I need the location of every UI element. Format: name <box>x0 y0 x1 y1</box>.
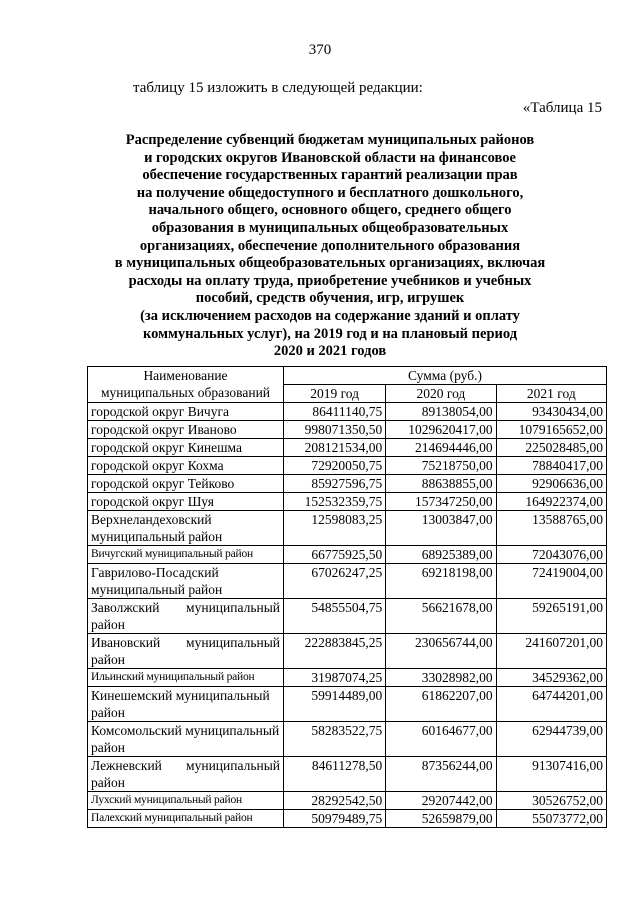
value-2021: 13588765,00 <box>496 511 606 546</box>
header-year-2019: 2019 год <box>284 385 386 403</box>
value-2020: 75218750,00 <box>386 457 496 475</box>
header-year-2020: 2020 год <box>386 385 496 403</box>
value-2021: 72419004,00 <box>496 564 606 599</box>
value-2019: 86411140,75 <box>284 403 386 421</box>
value-2020: 88638855,00 <box>386 475 496 493</box>
table-title <box>60 132 600 361</box>
value-2019: 66775925,50 <box>284 546 386 564</box>
value-2019: 28292542,50 <box>284 792 386 810</box>
table-row <box>88 475 607 493</box>
header-year-2021: 2021 год <box>496 385 606 403</box>
value-2021: 164922374,00 <box>496 493 606 511</box>
value-2021: 34529362,00 <box>496 669 606 687</box>
value-2019: 59914489,00 <box>284 687 386 722</box>
value-2020: 69218198,00 <box>386 564 496 599</box>
value-2021: 91307416,00 <box>496 757 606 792</box>
row-name: городской округ Кохма <box>88 457 284 475</box>
value-2019: 67026247,25 <box>284 564 386 599</box>
row-name: городской округ Вичуга <box>88 403 284 421</box>
value-2021: 241607201,00 <box>496 634 606 669</box>
title-line: обеспечение государственных гарантий реализации прав <box>142 167 518 184</box>
row-name: городской округ Тейково <box>88 475 284 493</box>
row-name: городской округ Кинешма <box>88 439 284 457</box>
row-name <box>88 599 284 634</box>
value-2021: 225028485,00 <box>496 439 606 457</box>
table-row <box>88 687 607 722</box>
table-row <box>88 457 607 475</box>
table-row <box>88 546 607 564</box>
table-row <box>88 634 607 669</box>
value-2021: 1079165652,00 <box>496 421 606 439</box>
value-2019: 31987074,25 <box>284 669 386 687</box>
value-2020: 33028982,00 <box>386 669 496 687</box>
value-2019: 84611278,50 <box>284 757 386 792</box>
value-2020: 56621678,00 <box>386 599 496 634</box>
table-row <box>88 792 607 810</box>
value-2019: 50979489,75 <box>284 810 386 828</box>
header-name-line1: Наименование <box>143 368 228 383</box>
table-row <box>88 564 607 599</box>
value-2021: 55073772,00 <box>496 810 606 828</box>
value-2020: 13003847,00 <box>386 511 496 546</box>
title-line: на получение общедоступного и бесплатного дошкольного, <box>136 184 524 201</box>
row-name-line2: район <box>91 652 125 667</box>
row-name: Лухский муниципальный район <box>88 792 284 810</box>
title-line: образования в муниципальных общеобразовательных <box>151 219 509 236</box>
value-2020: 157347250,00 <box>386 493 496 511</box>
row-name-line1: Заволжский муниципальный <box>91 600 280 615</box>
value-2021: 62944739,00 <box>496 722 606 757</box>
value-2021: 78840417,00 <box>496 457 606 475</box>
table-row <box>88 511 607 546</box>
value-2020: 230656744,00 <box>386 634 496 669</box>
row-name: Ильинский муниципальный район <box>88 669 284 687</box>
title-line: коммунальных услуг), на 2019 год и на плановый период <box>142 325 518 342</box>
row-name: Верхнеландеховский муниципальный район <box>88 511 284 546</box>
value-2020: 61862207,00 <box>386 687 496 722</box>
table-reference: «Таблица 15 <box>522 100 602 116</box>
subsidy-table <box>87 366 607 828</box>
title-line: 2020 и 2021 годов <box>273 343 387 360</box>
value-2020: 87356244,00 <box>386 757 496 792</box>
page-number: 370 <box>308 42 332 58</box>
header-name-cell <box>88 367 284 403</box>
row-name-line2: район <box>91 617 125 632</box>
value-2019: 152532359,75 <box>284 493 386 511</box>
table-row <box>88 421 607 439</box>
row-name: Палехский муниципальный район <box>88 810 284 828</box>
table-row <box>88 493 607 511</box>
value-2019: 85927596,75 <box>284 475 386 493</box>
title-line: начального общего, основного общего, среднего общего <box>148 202 512 219</box>
table-row <box>88 810 607 828</box>
row-name-line1: Лежневский муниципальный <box>91 758 280 773</box>
value-2020: 1029620417,00 <box>386 421 496 439</box>
value-2021: 72043076,00 <box>496 546 606 564</box>
table-row <box>88 599 607 634</box>
row-name-line1: Ивановский муниципальный <box>91 635 280 650</box>
value-2021: 92906636,00 <box>496 475 606 493</box>
value-2020: 214694446,00 <box>386 439 496 457</box>
title-line: и городских округов Ивановской области на финансовое <box>144 149 516 166</box>
table-row <box>88 403 607 421</box>
row-name <box>88 757 284 792</box>
value-2020: 29207442,00 <box>386 792 496 810</box>
header-name-line2: муниципальных образований <box>100 385 271 400</box>
value-2019: 72920050,75 <box>284 457 386 475</box>
header-sum: Сумма (руб.) <box>284 367 607 385</box>
row-name: Вичугский муниципальный район <box>88 546 284 564</box>
row-name: городской округ Шуя <box>88 493 284 511</box>
value-2019: 12598083,25 <box>284 511 386 546</box>
value-2020: 68925389,00 <box>386 546 496 564</box>
value-2021: 93430434,00 <box>496 403 606 421</box>
value-2020: 89138054,00 <box>386 403 496 421</box>
value-2021: 30526752,00 <box>496 792 606 810</box>
table-row <box>88 722 607 757</box>
value-2019: 54855504,75 <box>284 599 386 634</box>
title-line: пособий, средств обучения, игр, игрушек <box>195 290 465 307</box>
table-header-row <box>88 367 607 385</box>
row-name: Комсомольский муниципальный район <box>88 722 284 757</box>
row-name-line2: район <box>91 775 125 790</box>
row-name: Кинешемский муниципальный район <box>88 687 284 722</box>
table-row <box>88 757 607 792</box>
title-line: Распределение субвенций бюджетам муниципальных районов <box>125 132 535 148</box>
title-line: (за исключением расходов на содержание зданий и оплату <box>140 307 520 324</box>
value-2021: 64744201,00 <box>496 687 606 722</box>
row-name <box>88 634 284 669</box>
row-name: городской округ Иваново <box>88 421 284 439</box>
value-2019: 222883845,25 <box>284 634 386 669</box>
intro-text: таблицу 15 изложить в следующей редакции: <box>133 80 423 96</box>
value-2019: 58283522,75 <box>284 722 386 757</box>
title-line: расходы на оплату труда, приобретение учебников и учебных <box>128 272 532 289</box>
value-2020: 52659879,00 <box>386 810 496 828</box>
value-2019: 208121534,00 <box>284 439 386 457</box>
title-line: в муниципальных общеобразовательных организациях, включая <box>114 255 546 272</box>
table-row <box>88 669 607 687</box>
table-row <box>88 439 607 457</box>
value-2021: 59265191,00 <box>496 599 606 634</box>
value-2020: 60164677,00 <box>386 722 496 757</box>
value-2019: 998071350,50 <box>284 421 386 439</box>
title-line: организациях, обеспечение дополнительного образования <box>139 237 521 254</box>
row-name: Гаврилово-Посадский муниципальный район <box>88 564 284 599</box>
